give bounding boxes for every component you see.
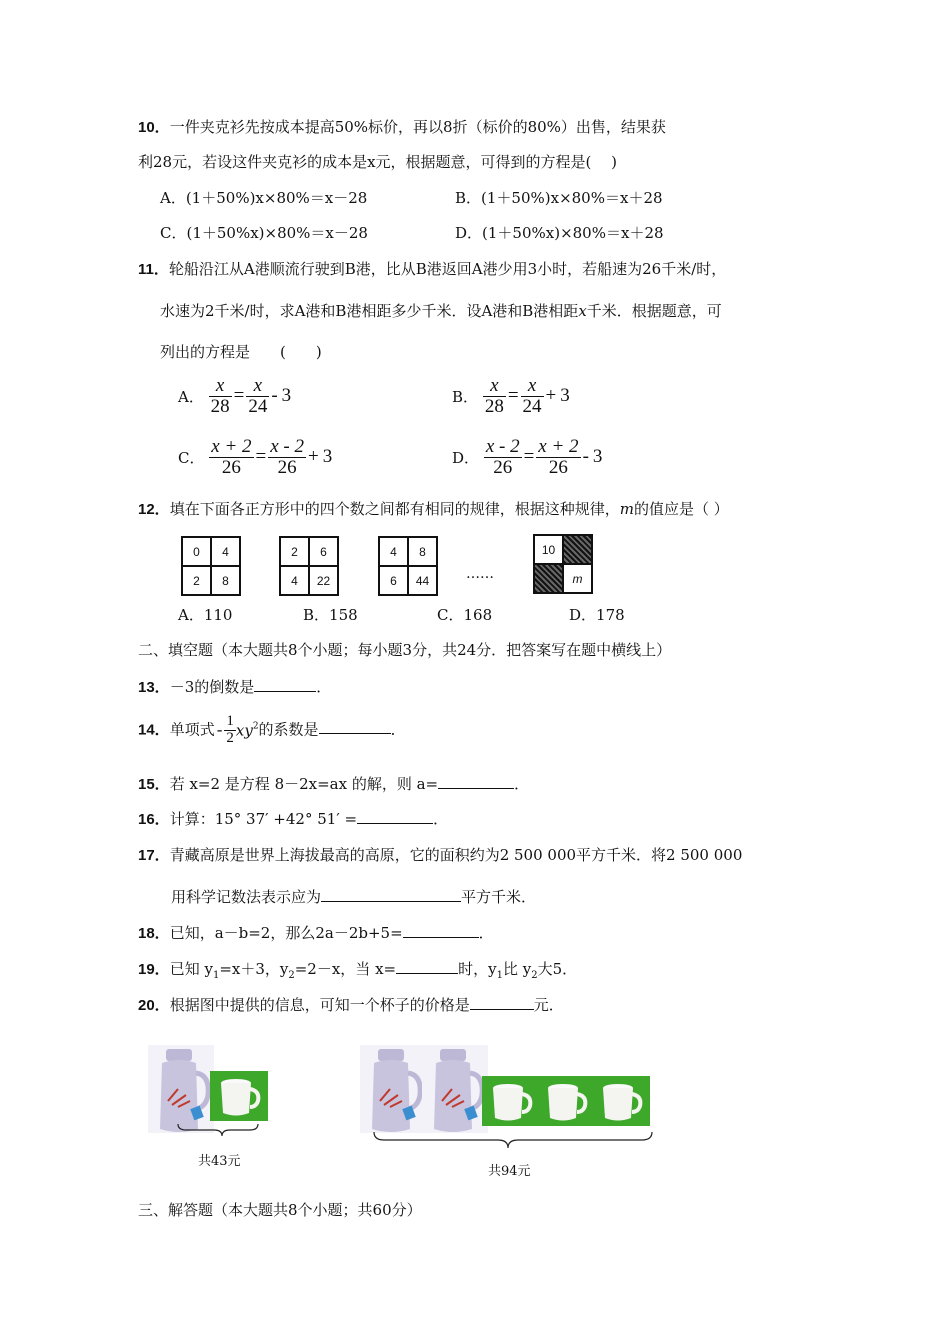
cell: 2 (280, 537, 309, 566)
answer-blank (470, 1009, 534, 1010)
q17-text-b: 平方千米． (461, 888, 537, 906)
fraction (209, 437, 253, 478)
numerator: x - 2 (485, 436, 520, 457)
q17-text: 青藏高原是世界上海拔最高的高原，它的面积约为2 500 000平方千米．将2 500 000 (169, 846, 743, 864)
q10-line2: 利28元，若设这件夹克衫的成本是x元，根据题意，可得到的方程是( ) (138, 153, 618, 171)
cup-image (210, 1071, 268, 1121)
denominator: 2 (226, 729, 234, 746)
equals: = (507, 385, 519, 407)
q10-option-a: A．(1＋50%)x×80%＝x－28 (160, 189, 368, 207)
q10-number: 10． (138, 119, 170, 136)
exponent: 2 (252, 721, 259, 732)
number-square-4 (533, 534, 593, 594)
denominator: 26 (548, 456, 568, 478)
q20-number: 20． (138, 997, 170, 1014)
cup-image (537, 1076, 595, 1126)
cell: 0 (182, 537, 211, 566)
q18-text: 已知，a－b=2，那么2a－2b+5= (169, 924, 403, 942)
q12-number: 12． (138, 501, 170, 518)
subscript: 1 (496, 970, 503, 981)
subscript: 1 (212, 970, 220, 981)
cell-m (563, 564, 592, 593)
q19-text-d: 时，y (458, 960, 497, 978)
denominator: 24 (522, 395, 542, 417)
hatched-cell (563, 535, 592, 564)
q10-text: 一件夹克衫先按成本提高50%标价，再以8折（标价的80%）出售，结果获 (169, 118, 666, 136)
q12-text-a: 填在下面各正方形中的四个数之间都有相同的规律，根据这种规律， (169, 500, 620, 518)
option-label: B． (452, 387, 479, 406)
q11-line2-b: 千米．根据题意，可 (586, 302, 722, 320)
section-3-heading: 三、解答题（本大题共8个小题；共60分） (138, 1201, 422, 1219)
q19 (138, 958, 577, 981)
denominator: 24 (248, 395, 268, 417)
cell: 4 (280, 566, 309, 595)
q15 (138, 773, 529, 794)
fraction (521, 376, 544, 417)
q16-number: 16． (138, 811, 170, 828)
q19-text-e: 比 y (502, 960, 532, 978)
answer-blank (321, 901, 461, 902)
numerator: 1 (226, 713, 234, 729)
option-label: D． (452, 448, 480, 467)
unit-yuan: 元． (533, 996, 564, 1014)
q13-text: －3的倒数是 (169, 678, 255, 696)
fraction (484, 437, 522, 478)
fraction (268, 437, 306, 478)
q12-option-d: D．178 (569, 606, 625, 624)
constant: 3 (560, 385, 570, 407)
answer-blank (254, 691, 316, 692)
q20 (138, 994, 564, 1015)
q11-option-d (452, 437, 604, 478)
option-label: A． (178, 387, 204, 406)
cell: 2 (182, 566, 211, 595)
answer-blank (403, 937, 479, 938)
var-m: m (572, 571, 583, 586)
q11-var-x: x (578, 302, 587, 320)
monomial: xy (235, 721, 253, 740)
hatched-cell (534, 564, 563, 593)
q19-text-a: 已知 y (169, 960, 213, 978)
cell: 8 (211, 566, 240, 595)
numerator: x - 2 (270, 436, 305, 457)
ellipsis: …… (466, 566, 494, 582)
operator: - (271, 385, 278, 407)
flask-image (422, 1045, 488, 1133)
number-square-3 (378, 536, 438, 596)
period: ． (433, 810, 449, 828)
q12-option-c: C．168 (437, 606, 493, 624)
q11-option-c (178, 437, 334, 478)
subscript: 2 (288, 970, 295, 981)
q17-text-a: 用科学记数法表示应为 (171, 888, 322, 906)
cell: 8 (408, 537, 437, 566)
q17-line2 (171, 886, 536, 907)
q18-number: 18． (138, 925, 170, 942)
answer-blank (357, 823, 433, 824)
q17-number: 17． (138, 847, 170, 864)
numerator: x (253, 375, 263, 396)
q12-text-b: 的值应是（ ） (633, 500, 729, 518)
q17-line1 (138, 844, 742, 865)
constant: 3 (281, 385, 292, 407)
cell: 4 (211, 537, 240, 566)
period: ． (390, 720, 406, 739)
numerator: x + 2 (538, 436, 579, 457)
q11-line2 (160, 300, 722, 321)
caption-right: 共94元 (488, 1164, 531, 1179)
fraction (209, 376, 232, 417)
operator: + (545, 385, 557, 407)
cell: 10 (534, 535, 563, 564)
q12-option-b: B．158 (303, 606, 358, 624)
answer-blank (319, 733, 391, 734)
q18 (138, 922, 494, 943)
equals: = (255, 446, 267, 468)
q12-var-m: m (619, 500, 634, 518)
denominator: 26 (277, 456, 297, 478)
q19-text-f: 大5． (537, 960, 578, 978)
cell: 4 (379, 537, 408, 566)
section-2-heading: 二、填空题（本大题共8个小题；每小题3分，共24分．把答案写在题中横线上） (138, 641, 672, 659)
q19-text-b: =x＋3，y (219, 960, 289, 978)
q12-option-a: A．110 (178, 606, 233, 624)
denominator: 26 (221, 456, 241, 478)
q11-line2-a: 水速为2千米/时，求A港和B港相距多少千米．设A港和B港相距 (160, 302, 579, 320)
q13-number: 13． (138, 679, 170, 696)
q15-number: 15． (138, 776, 170, 793)
constant: 3 (592, 446, 603, 468)
q10-line1 (138, 116, 666, 137)
q11-option-b (452, 376, 572, 417)
cup-image (592, 1076, 650, 1126)
period: ． (514, 775, 530, 793)
denominator: 28 (210, 395, 230, 417)
flask-image (360, 1045, 426, 1133)
q19-number: 19． (138, 961, 170, 978)
q11-number: 11． (138, 261, 169, 278)
q14-text-a: 单项式 (169, 720, 215, 739)
period: ． (316, 678, 332, 696)
subscript: 2 (531, 970, 538, 981)
q16-text: 计算：15° 37′ +42° 51′ = (169, 810, 358, 828)
period: ． (478, 924, 494, 942)
q11-line1 (138, 258, 726, 279)
constant: 3 (322, 446, 333, 468)
cell: 6 (379, 566, 408, 595)
numerator: x (527, 375, 537, 396)
equals: = (523, 446, 535, 468)
number-square-2 (279, 536, 339, 596)
q19-text-c: =2－x，当 x= (294, 960, 397, 978)
answer-blank (396, 973, 458, 974)
q14 (138, 714, 406, 747)
cell: 44 (408, 566, 437, 595)
numerator: x + 2 (211, 436, 252, 457)
q11-line3: 列出的方程是 ( ) (160, 343, 322, 361)
numerator: x (215, 375, 225, 396)
denominator: 28 (484, 395, 504, 417)
equals: = (233, 385, 245, 407)
q10-option-b: B．(1＋50%)x×80%＝x＋28 (455, 189, 663, 207)
denominator: 26 (493, 456, 513, 478)
answer-blank (438, 788, 514, 789)
cell: 22 (309, 566, 338, 595)
q16 (138, 808, 448, 829)
q14-text-b: 的系数是 (258, 720, 319, 739)
q11-option-a (178, 376, 293, 417)
numerator: x (490, 375, 499, 396)
fraction (483, 376, 506, 417)
q10-option-d: D．(1＋50%x)×80%＝x＋28 (455, 224, 664, 242)
q20-text: 根据图中提供的信息，可知一个杯子的价格是 (169, 996, 470, 1014)
q15-text: 若 x=2 是方程 8－2x=ax 的解，则 a= (169, 775, 439, 793)
q10-option-c: C．(1＋50%x)×80%＝x－28 (160, 224, 368, 242)
q14-number: 14． (138, 721, 170, 739)
operator: + (308, 446, 319, 468)
cell: 6 (309, 537, 338, 566)
q13 (138, 676, 331, 697)
q12-line1 (138, 498, 729, 519)
operator: - (582, 446, 589, 468)
fraction (536, 437, 580, 478)
flask-image (148, 1045, 214, 1133)
minus-sign: - (216, 720, 223, 740)
brace-right (374, 1132, 652, 1148)
q11-text: 轮船沿江从A港顺流行驶到B港，比从B港返回A港少用3小时，若船速为26千米/时， (168, 260, 727, 278)
cup-image (482, 1076, 540, 1126)
caption-left: 共43元 (198, 1154, 241, 1169)
number-square-1 (181, 536, 241, 596)
fraction (224, 714, 236, 747)
option-label: C． (178, 448, 205, 467)
fraction (246, 376, 269, 417)
